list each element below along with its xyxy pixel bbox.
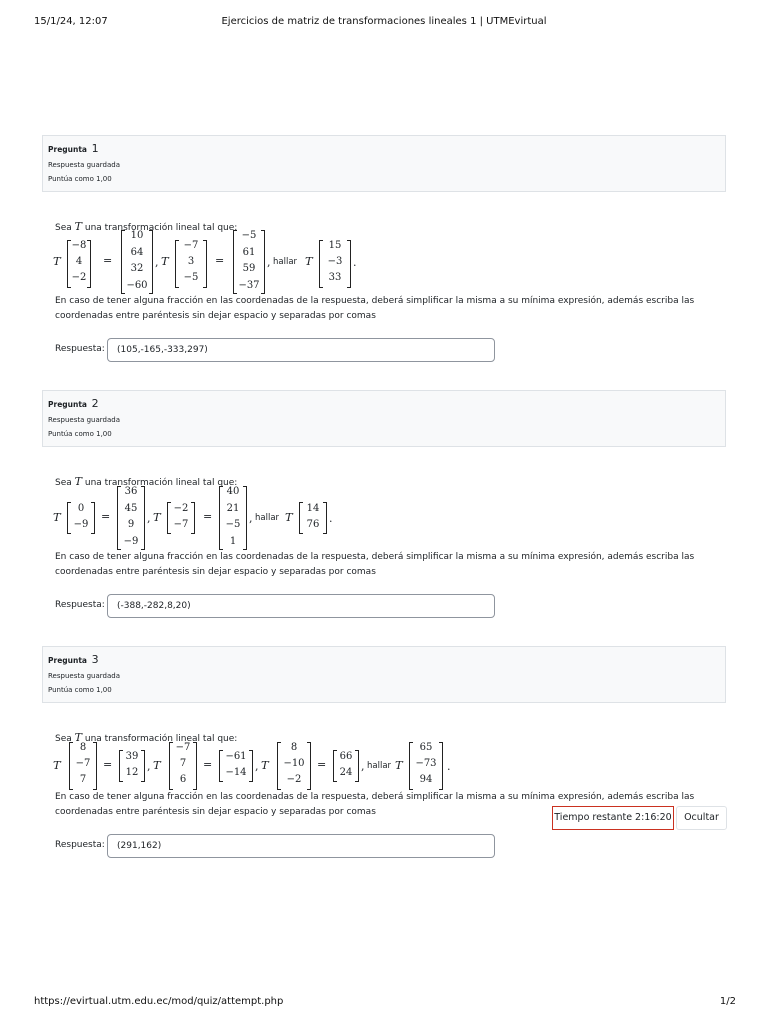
question-2-grade: Puntúa como 1,00 xyxy=(48,430,112,438)
print-page-number: 1/2 xyxy=(719,996,736,1007)
q2-matrix-target: 14 76 xyxy=(299,502,327,534)
time-remaining: Tiempo restante 2:16:20 xyxy=(552,806,674,830)
print-datetime: 15/1/24, 12:07 xyxy=(34,16,108,27)
question-1-state: Respuesta guardada xyxy=(48,161,120,169)
q3-matrix-v3: 8 −10 −2 xyxy=(277,742,311,790)
question-3-state: Respuesta guardada xyxy=(48,672,120,680)
q3-matrix-v1: 8 −7 7 xyxy=(69,742,97,790)
question-3-instructions: En caso de tener alguna fracción en las coordenadas de la respuesta, deberá simplificar la misma a su mínima expresión, además escriba las coordenadas entre paréntesis sin dejar espacio y separadas por comas xyxy=(55,792,695,817)
question-1-answer-input[interactable]: (105,-165,-333,297) xyxy=(107,338,495,362)
q3-matrix-target: 65 −73 94 xyxy=(409,742,443,790)
question-2-info xyxy=(42,390,726,447)
question-3-equation: T 8 −7 7 = 39 12 , T −7 7 6 = −61 −14 , T 8 −10 −2 = 66 24 , hallar T 65 −73 94 . xyxy=(53,742,463,790)
question-3-answer-label: Respuesta: xyxy=(55,840,105,850)
q1-matrix-w2: −5 61 59 −37 xyxy=(233,230,265,294)
question-1-answer-label: Respuesta: xyxy=(55,344,105,354)
question-1-equation: T −8 4 −2 = 10 64 32 −60 , T −7 3 −5 = −5 61 59 −37 , hallar T 15 −3 33 . xyxy=(53,230,373,294)
print-page-title: Ejercicios de matriz de transformaciones lineales 1 | UTMEvirtual xyxy=(221,16,547,27)
q3-matrix-v2: −7 7 6 xyxy=(169,742,197,790)
question-2-answer-input[interactable]: (-388,-282,8,20) xyxy=(107,594,495,618)
question-3-title: Pregunta 3 xyxy=(48,653,99,666)
question-3-grade: Puntúa como 1,00 xyxy=(48,686,112,694)
question-2-state: Respuesta guardada xyxy=(48,416,120,424)
question-2-intro: Sea T una transformación lineal tal que: xyxy=(55,475,238,488)
question-1-info xyxy=(42,135,726,192)
q1-matrix-v1: −8 4 −2 xyxy=(67,240,91,288)
hide-timer-button[interactable]: Ocultar xyxy=(676,806,727,830)
q3-matrix-w2: −61 −14 xyxy=(219,750,253,782)
question-1-grade: Puntúa como 1,00 xyxy=(48,175,112,183)
question-3-answer-input[interactable]: (291,162) xyxy=(107,834,495,858)
question-3-info xyxy=(42,646,726,703)
print-url: https://evirtual.utm.edu.ec/mod/quiz/attempt.php xyxy=(34,996,284,1007)
question-3-intro: Sea T una transformación lineal tal que: xyxy=(55,731,238,744)
q3-matrix-w3: 66 24 xyxy=(333,750,359,782)
q1-matrix-v2: −7 3 −5 xyxy=(175,240,207,288)
q1-matrix-target: 15 −3 33 xyxy=(319,240,351,288)
q1-matrix-w1: 10 64 32 −60 xyxy=(121,230,153,294)
question-2-answer-label: Respuesta: xyxy=(55,600,105,610)
q2-matrix-v1: 0 −9 xyxy=(67,502,95,534)
question-1-intro: Sea T una transformación lineal tal que: xyxy=(55,220,238,233)
q2-matrix-w2: 40 21 −5 1 xyxy=(219,486,247,550)
question-2-title: Pregunta 2 xyxy=(48,397,99,410)
q3-matrix-w1: 39 12 xyxy=(119,750,145,782)
question-1-instructions: En caso de tener alguna fracción en las coordenadas de la respuesta, deberá simplificar la misma a su mínima expresión, además escriba las coordenadas entre paréntesis sin dejar espacio y separadas por comas xyxy=(55,296,695,321)
question-1-title: Pregunta 1 xyxy=(48,142,99,155)
question-2-equation: T 0 −9 = 36 45 9 −9 , T −2 −7 = 40 21 −5 1 , hallar T 14 76 . xyxy=(53,486,353,550)
q2-matrix-v2: −2 −7 xyxy=(167,502,195,534)
question-2-instructions: En caso de tener alguna fracción en las coordenadas de la respuesta, deberá simplificar la misma a su mínima expresión, además escriba las coordenadas entre paréntesis sin dejar espacio y separadas por comas xyxy=(55,552,695,577)
q2-matrix-w1: 36 45 9 −9 xyxy=(117,486,145,550)
